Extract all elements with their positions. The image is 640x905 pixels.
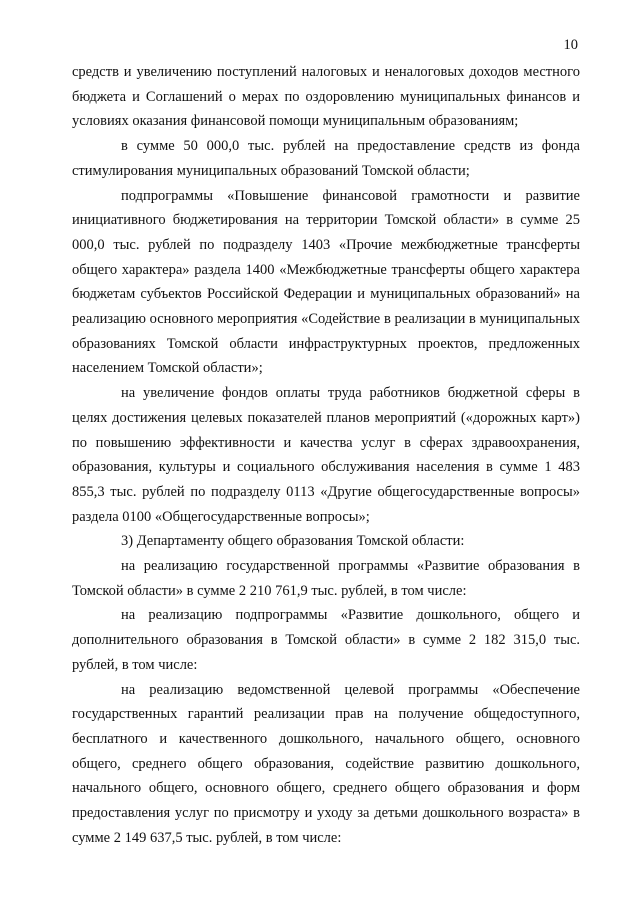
paragraph: средств и увеличению поступлений налоговых и неналоговых доходов местного бюджета и Соглашений о мерах по оздоровлению муниципальных финансов и условиях оказания финансовой помощи муниципальным образованиям;: [72, 64, 580, 130]
paragraph: на реализацию государственной программы «Развитие образования в Томской области» в сумме 2 210 761,9 тыс. рублей, в том числе:: [72, 558, 580, 599]
paragraph: на реализацию ведомственной целевой программы «Обеспечение государственных гарантий реализации прав на получение общедоступного, бесплатного и качественного дошкольного, начального общего, основного общего, среднего общего образования, содействие развитию дошкольного, начального общего, основного общего, среднего общего образования и форм предоставления услуг по присмотру и уходу за детьми дошкольного возраста» в сумме 2 149 637,5 тыс. рублей, в том числе:: [72, 681, 580, 846]
paragraph: в сумме 50 000,0 тыс. рублей на предоставление средств из фонда стимулирования муниципальных образований Томской области;: [72, 138, 580, 179]
paragraph: на реализацию подпрограммы «Развитие дошкольного, общего и дополнительного образования в Томской области» в сумме 2 182 315,0 тыс. рублей, в том числе:: [72, 607, 580, 673]
document-body: [72, 60, 580, 851]
paragraph: подпрограммы «Повышение финансовой грамотности и развитие инициативного бюджетирования на территории Томской области» в сумме 25 000,0 тыс. рублей по подразделу 1403 «Прочие межбюджетные трансферты общего характера» раздела 1400 «Межбюджетные трансферты общего характера бюджетам субъектов Российской Федерации и муниципальных образований» на реализацию основного мероприятия «Содействие в реализации в муниципальных образованиях Томской области инфраструктурных проектов, предложенных населением Томской области»;: [72, 187, 580, 377]
page-number: 10: [563, 37, 578, 53]
paragraph: 3) Департаменту общего образования Томской области:: [121, 533, 465, 550]
paragraph: на увеличение фондов оплаты труда работников бюджетной сферы в целях достижения целевых показателей планов мероприятий («дорожных карт») по повышению эффективности и качества услуг в сферах здравоохранения, образования, культуры и социального обслуживания населения в сумме 1 483 855,3 тыс. рублей по подразделу 0113 «Другие общегосударственные вопросы» раздела 0100 «Общегосударственные вопросы»;: [72, 385, 580, 525]
